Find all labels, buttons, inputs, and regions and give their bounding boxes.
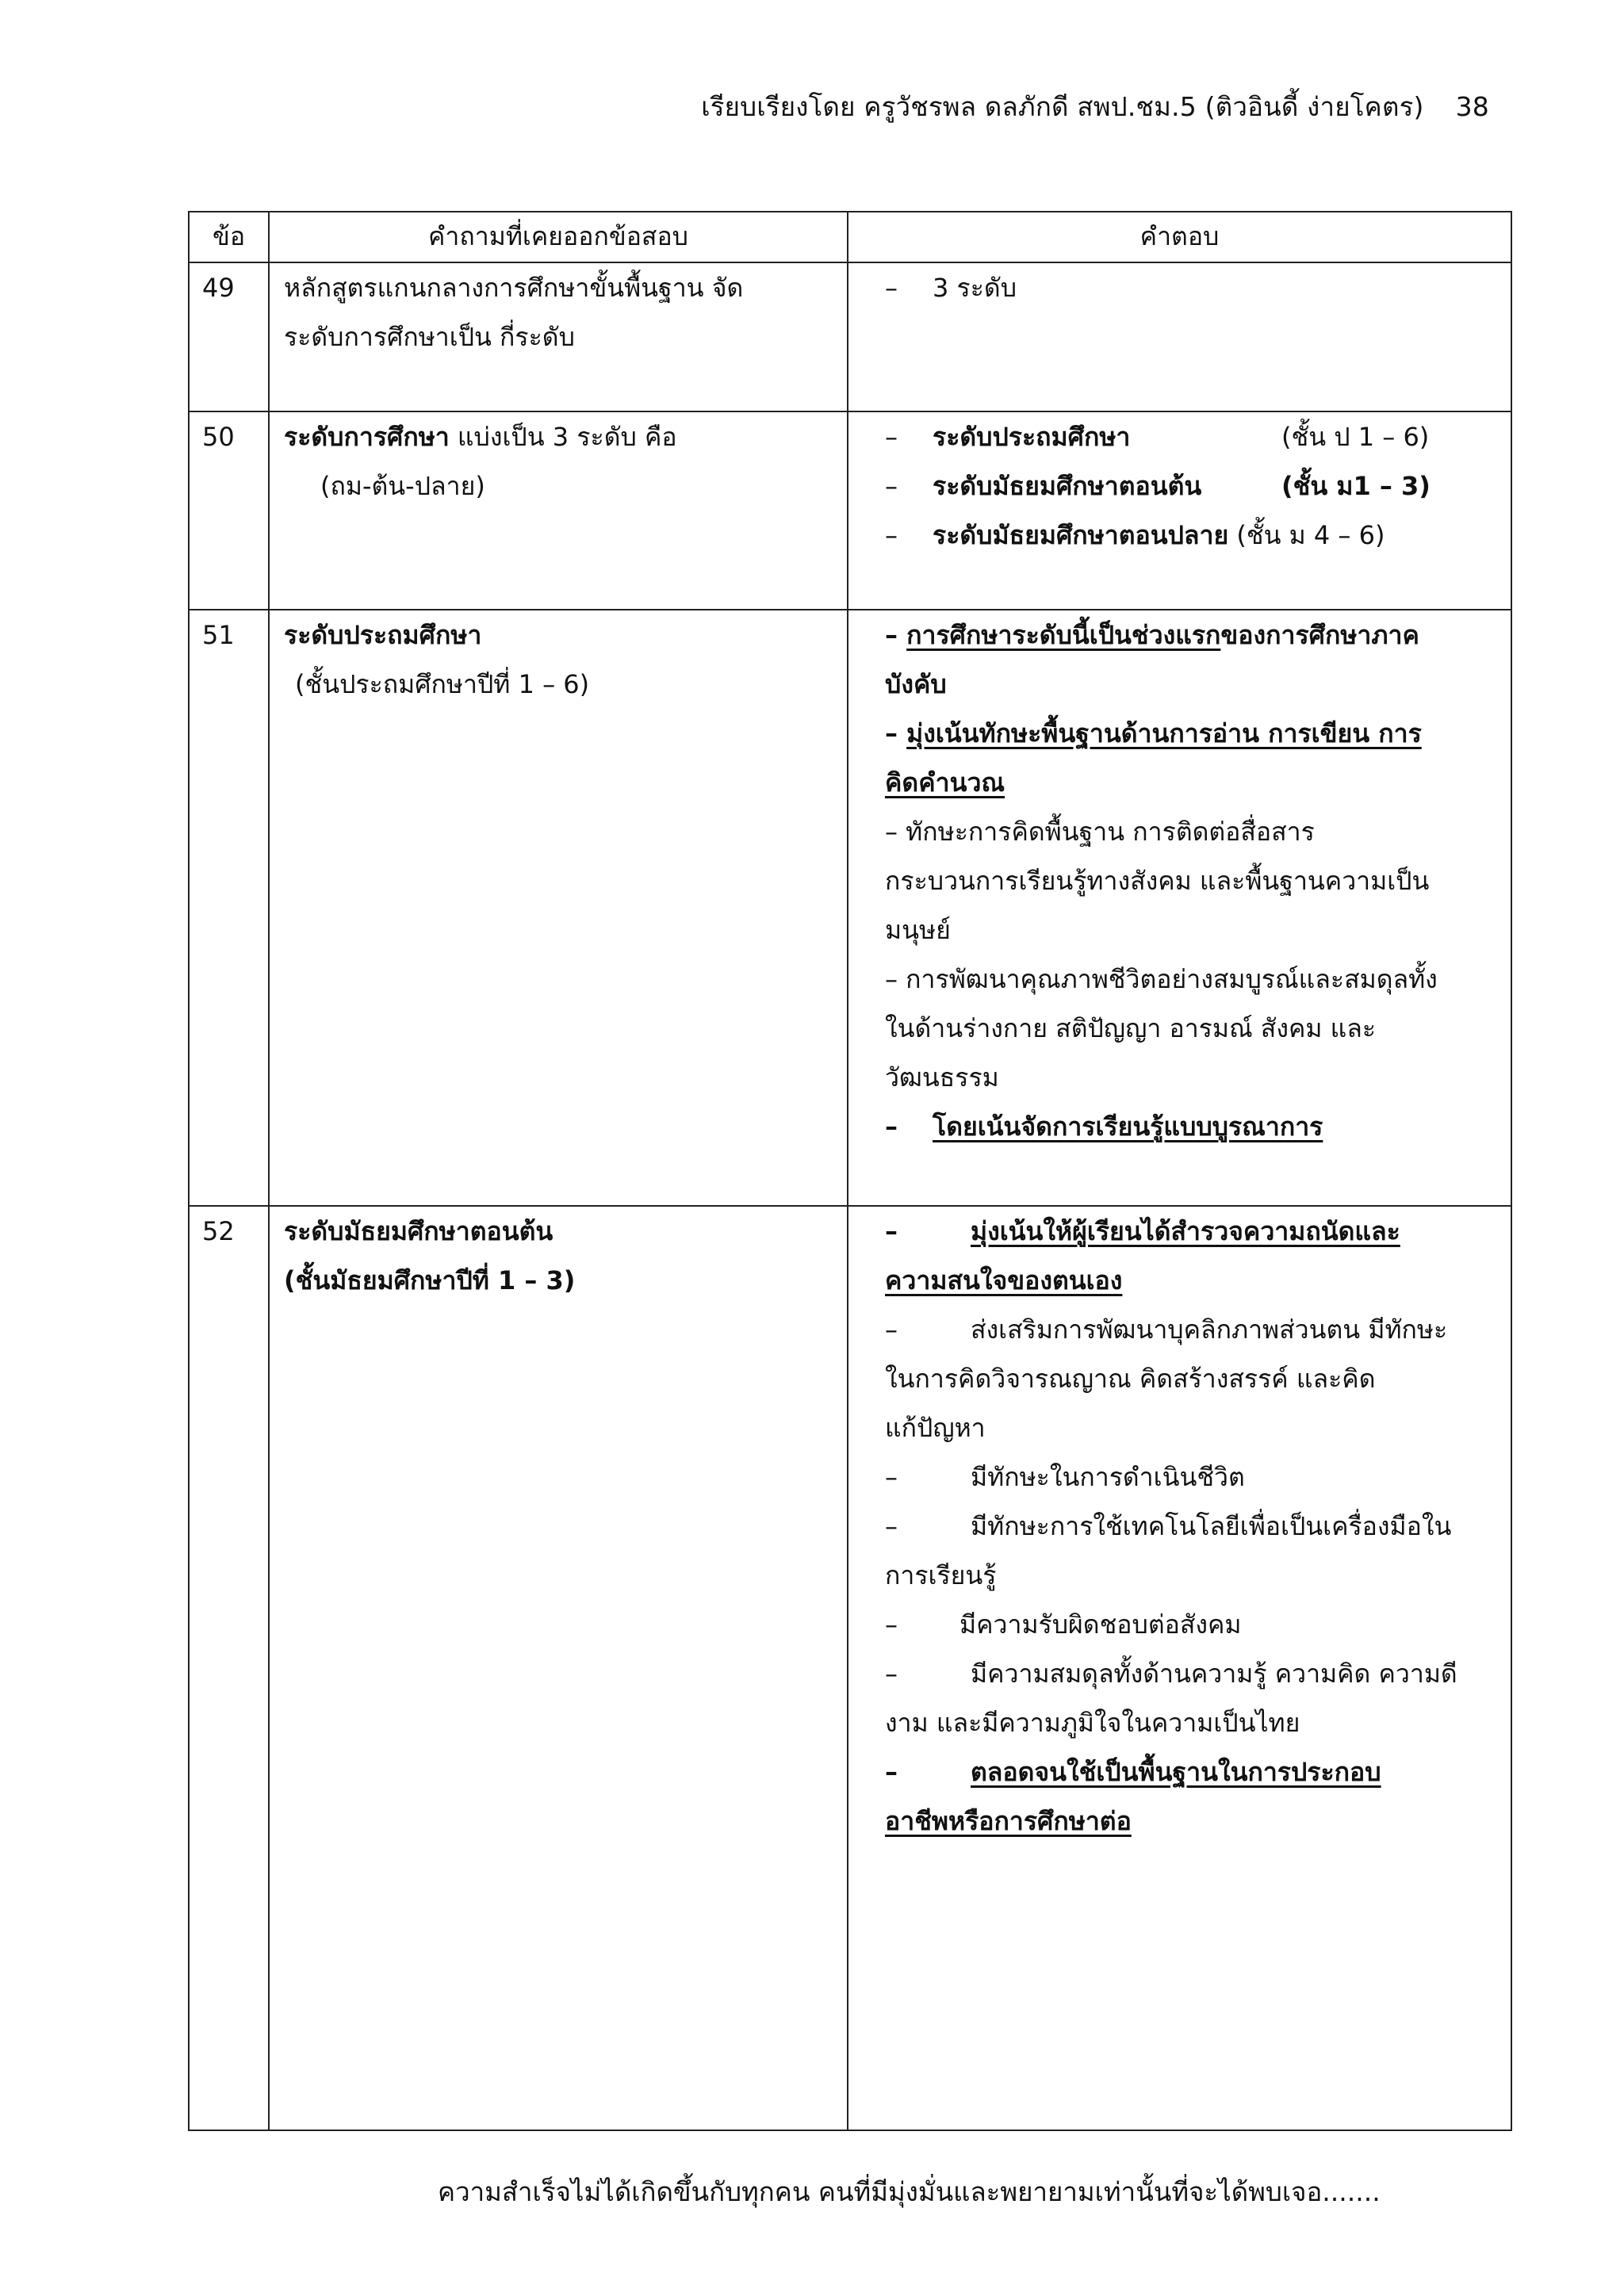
answer-line: การเรียนรู้	[885, 1560, 997, 1590]
answer-underlined: มุ่งเน้นทักษะพื้นฐานด้านการอ่าน การเขียน การ	[906, 718, 1422, 748]
answer-text: มีทักษะในการดำเนินชีวิต	[971, 1462, 1245, 1492]
question-title: ระดับมัธยมศึกษาตอนต้น	[284, 1216, 553, 1246]
table-row	[189, 610, 1511, 1206]
answer-line	[885, 1305, 1496, 1354]
dash: –	[885, 1314, 898, 1345]
answer-cell	[848, 262, 1511, 411]
table-header-row	[189, 212, 1511, 262]
table-row	[189, 411, 1511, 610]
dash: –	[885, 1112, 898, 1142]
dash: –	[885, 520, 898, 550]
question-sub: (ชั้นมัธยมศึกษาปีที่ 1 – 3)	[284, 1265, 576, 1295]
answer-text: การพัฒนาคุณภาพชีวิตอย่างสมบูรณ์และสมดุลทั้ง	[906, 964, 1438, 994]
answer-underlined: ตลอดจนใช้เป็นพื้นฐานในการประกอบ	[971, 1757, 1381, 1787]
answer-line	[885, 511, 1496, 560]
level-label: ระดับมัธยมศึกษาตอนปลาย	[933, 520, 1229, 550]
answer-cell	[848, 610, 1511, 1206]
page-header	[701, 86, 1489, 128]
answer-line	[885, 1102, 1496, 1151]
answer-underlined: โดยเน้นจัดการเรียนรู้แบบบูรณาการ	[933, 1112, 1323, 1142]
answer-line	[885, 709, 1496, 758]
question-sub: (ถม-ต้น-ปลาย)	[320, 471, 485, 501]
header-no: ข้อ	[189, 212, 269, 262]
answer-cell	[848, 411, 1511, 610]
question-line	[284, 412, 836, 461]
answer-line: คิดคำนวณ	[885, 767, 1005, 798]
question-title: ระดับประถมศึกษา	[284, 620, 482, 650]
answer-line	[885, 1452, 1496, 1502]
answer-line: งาม และมีความภูมิใจในความเป็นไทย	[885, 1708, 1300, 1738]
level-grade: (ชั้น ม 4 – 6)	[1236, 520, 1385, 550]
row-number: 49	[189, 262, 269, 411]
answer-line	[885, 1747, 1496, 1797]
answer-line: มนุษย์	[885, 915, 951, 945]
answer-line	[885, 1207, 1496, 1256]
dash: –	[885, 1659, 898, 1689]
question-cell	[269, 1206, 848, 2130]
answer-text: ส่งเสริมการพัฒนาบุคลิกภาพส่วนตน มีทักษะ	[971, 1314, 1448, 1345]
answer-line: ความสนใจของตนเอง	[885, 1265, 1123, 1295]
level-grade: (ชั้น ป 1 – 6)	[1281, 422, 1430, 452]
answer-line: ในการคิดวิจารณญาณ คิดสร้างสรรค์ และคิด	[885, 1364, 1376, 1394]
question-bold: ระดับการศึกษา	[284, 422, 450, 452]
dash: –	[885, 718, 898, 748]
answer-line: แก้ปัญหา	[885, 1413, 986, 1443]
question-line: หลักสูตรแกนกลางการศึกษาขั้นพื้นฐาน จัด	[284, 273, 744, 303]
dash: –	[885, 1609, 898, 1640]
row-number: 52	[189, 1206, 269, 2130]
dash: –	[885, 1462, 898, 1492]
answer-line	[885, 1649, 1496, 1698]
answer-text: 3 ระดับ	[933, 273, 1017, 303]
question-cell	[269, 411, 848, 610]
answer-line: ในด้านร่างกาย สติปัญญา อารมณ์ สังคม และ	[885, 1013, 1377, 1043]
dash: –	[885, 273, 898, 303]
question-cell	[269, 262, 848, 411]
answer-line	[885, 461, 1496, 511]
row-number: 50	[189, 411, 269, 610]
dash: –	[885, 1216, 898, 1246]
answer-line: บังคับ	[885, 669, 947, 699]
question-line: ระดับการศึกษาเป็น กี่ระดับ	[284, 322, 575, 352]
page-footer: ความสำเร็จไม่ได้เกิดขึ้นกับทุกคน คนที่มีมุ่งมั่นและพยายามเท่านั้นที่จะได้พบเจอ.......	[438, 2176, 1381, 2207]
answer-text: มีความรับผิดชอบต่อสังคม	[959, 1609, 1242, 1640]
answer-line: อาชีพหรือการศึกษาต่อ	[885, 1806, 1132, 1836]
answer-line: วัฒนธรรม	[885, 1062, 999, 1093]
dash: –	[885, 1511, 898, 1541]
dash: –	[885, 422, 898, 452]
question-sub: (ชั้นประถมศึกษาปีที่ 1 – 6)	[295, 669, 590, 699]
question-cell	[269, 610, 848, 1206]
answer-text: มีความสมดุลทั้งด้านความรู้ ความคิด ความดี	[971, 1659, 1457, 1689]
answer-line	[885, 1502, 1496, 1551]
dash: –	[885, 964, 898, 994]
page-number: 38	[1455, 91, 1489, 122]
table-row	[189, 1206, 1511, 2130]
answer-text: ทักษะการคิดพื้นฐาน การติดต่อสื่อสาร	[906, 817, 1315, 847]
answer-line: กระบวนการเรียนรู้ทางสังคม และพื้นฐานความเป็น	[885, 866, 1430, 896]
answer-line	[885, 807, 1496, 856]
row-number: 51	[189, 610, 269, 1206]
header-answer: คำตอบ	[848, 212, 1511, 262]
answer-underlined: การศึกษาระดับนี้เป็นช่วงแรก	[906, 620, 1221, 650]
table-row	[189, 262, 1511, 411]
answer-line	[885, 1600, 1496, 1649]
level-label: ระดับมัธยมศึกษาตอนต้น	[933, 471, 1202, 501]
answer-underlined: มุ่งเน้นให้ผู้เรียนได้สำรวจความถนัดและ	[971, 1216, 1400, 1246]
dash: –	[885, 1757, 898, 1787]
header-text: เรียบเรียงโดย ครูวัชรพล ดลภักดี สพป.ชม.5 (ติวอินดี้ ง่ายโคตร)	[701, 91, 1424, 122]
header-question: คำถามที่เคยออกข้อสอบ	[269, 212, 848, 262]
answer-line	[885, 412, 1496, 461]
dash: –	[885, 817, 898, 847]
answer-text: ของการศึกษาภาค	[1220, 620, 1419, 650]
answer-line	[885, 955, 1496, 1004]
qa-table	[188, 211, 1512, 2131]
answer-cell	[848, 1206, 1511, 2130]
answer-line	[885, 610, 1496, 660]
level-label: ระดับประถมศึกษา	[933, 422, 1131, 452]
dash: –	[885, 471, 898, 501]
answer-text: มีทักษะการใช้เทคโนโลยีเพื่อเป็นเครื่องมือใน	[971, 1511, 1452, 1541]
level-grade: (ชั้น ม1 – 3)	[1281, 471, 1431, 501]
question-rest: แบ่งเป็น 3 ระดับ คือ	[449, 422, 677, 452]
dash: –	[885, 620, 898, 650]
answer-line	[885, 263, 1496, 312]
